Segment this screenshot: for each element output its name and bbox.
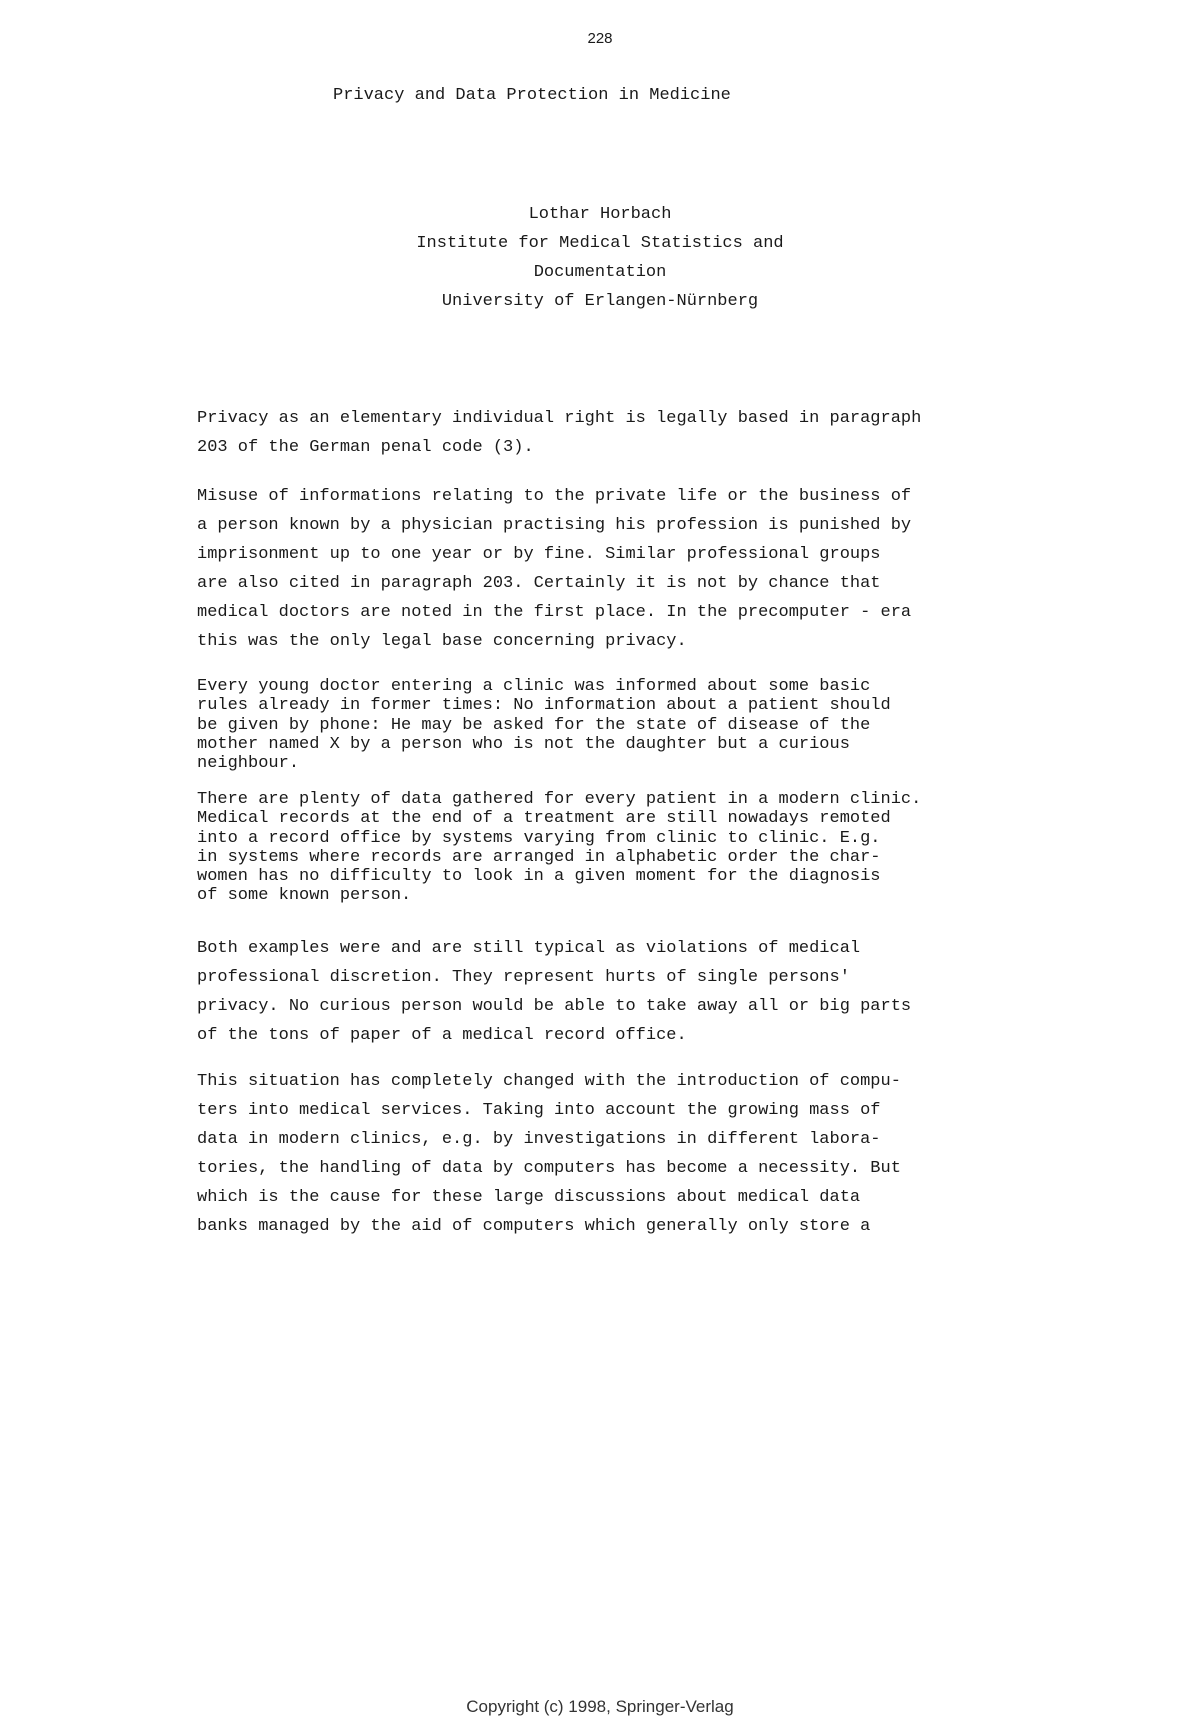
paragraph-line: professional discretion. They represent hurts of single persons' — [197, 968, 850, 987]
paragraph-line: in systems where records are arranged in alphabetic order the char- — [197, 847, 881, 867]
paragraph-line: Medical records at the end of a treatment are still nowadays remoted — [197, 809, 891, 829]
paragraph-line: are also cited in paragraph 203. Certainly it is not by chance that — [197, 574, 881, 593]
paragraph-line: neighbour. — [197, 754, 300, 774]
paragraph-line: of some known person. — [197, 886, 412, 906]
paragraph-line: a person known by a physician practising his profession is punished by — [197, 516, 912, 535]
paragraph-line: Privacy as an elementary individual right is legally based in paragraph — [197, 409, 922, 428]
paragraph-2 — [197, 482, 1017, 656]
author-affiliation-line: University of Erlangen-Nürnberg — [441, 292, 759, 311]
paper-title: Privacy and Data Protection in Medicine — [333, 86, 731, 105]
paragraph-line: Every young doctor entering a clinic was informed about some basic — [197, 677, 871, 696]
paragraph-line: This situation has completely changed with the introduction of compu- — [197, 1072, 901, 1091]
paragraph-line: of the tons of paper of a medical record office. — [197, 1026, 687, 1045]
paragraph-6 — [197, 1067, 1017, 1241]
author-name: Lothar Horbach — [528, 205, 672, 224]
paragraph-line: medical doctors are noted in the first place. In the precomputer - era — [197, 603, 912, 622]
paragraph-line: rules already in former times: No information about a patient should — [197, 696, 891, 716]
paragraph-line: banks managed by the aid of computers which generally only store a — [197, 1217, 871, 1236]
paragraph-line: ters into medical services. Taking into account the growing mass of — [197, 1101, 881, 1120]
paragraph-line: imprisonment up to one year or by fine. Similar professional groups — [197, 545, 881, 564]
paragraph-line: be given by phone: He may be asked for the state of disease of the — [197, 715, 871, 735]
author-affiliation-line: Institute for Medical Statistics and — [416, 234, 784, 253]
paragraph-line: There are plenty of data gathered for every patient in a modern clinic. — [197, 790, 922, 809]
paragraph-line: mother named X by a person who is not the daughter but a curious — [197, 734, 850, 754]
paragraph-3 — [197, 677, 1017, 773]
paragraph-1 — [197, 404, 1017, 462]
copyright-footer: Copyright (c) 1998, Springer-Verlag — [466, 1697, 734, 1716]
paragraph-line: this was the only legal base concerning privacy. — [197, 632, 687, 651]
paragraph-line: 203 of the German penal code (3). — [197, 438, 534, 457]
paragraph-4 — [197, 790, 1017, 906]
paragraph-line: tories, the handling of data by computers has become a necessity. But — [197, 1159, 901, 1178]
paragraph-5 — [197, 934, 1017, 1050]
page-number: 228 — [587, 30, 613, 47]
paragraph-line: privacy. No curious person would be able to take away all or big parts — [197, 997, 912, 1016]
paragraph-line: data in modern clinics, e.g. by investigations in different labora- — [197, 1130, 881, 1149]
paragraph-line: which is the cause for these large discussions about medical data — [197, 1188, 861, 1207]
author-affiliation-line: Documentation — [533, 263, 667, 282]
paragraph-line: Misuse of informations relating to the private life or the business of — [197, 487, 912, 506]
paragraph-line: into a record office by systems varying from clinic to clinic. E.g. — [197, 828, 881, 848]
paragraph-line: women has no difficulty to look in a given moment for the diagnosis — [197, 867, 881, 887]
author-block — [0, 200, 1200, 316]
paragraph-line: Both examples were and are still typical as violations of medical — [197, 939, 861, 958]
